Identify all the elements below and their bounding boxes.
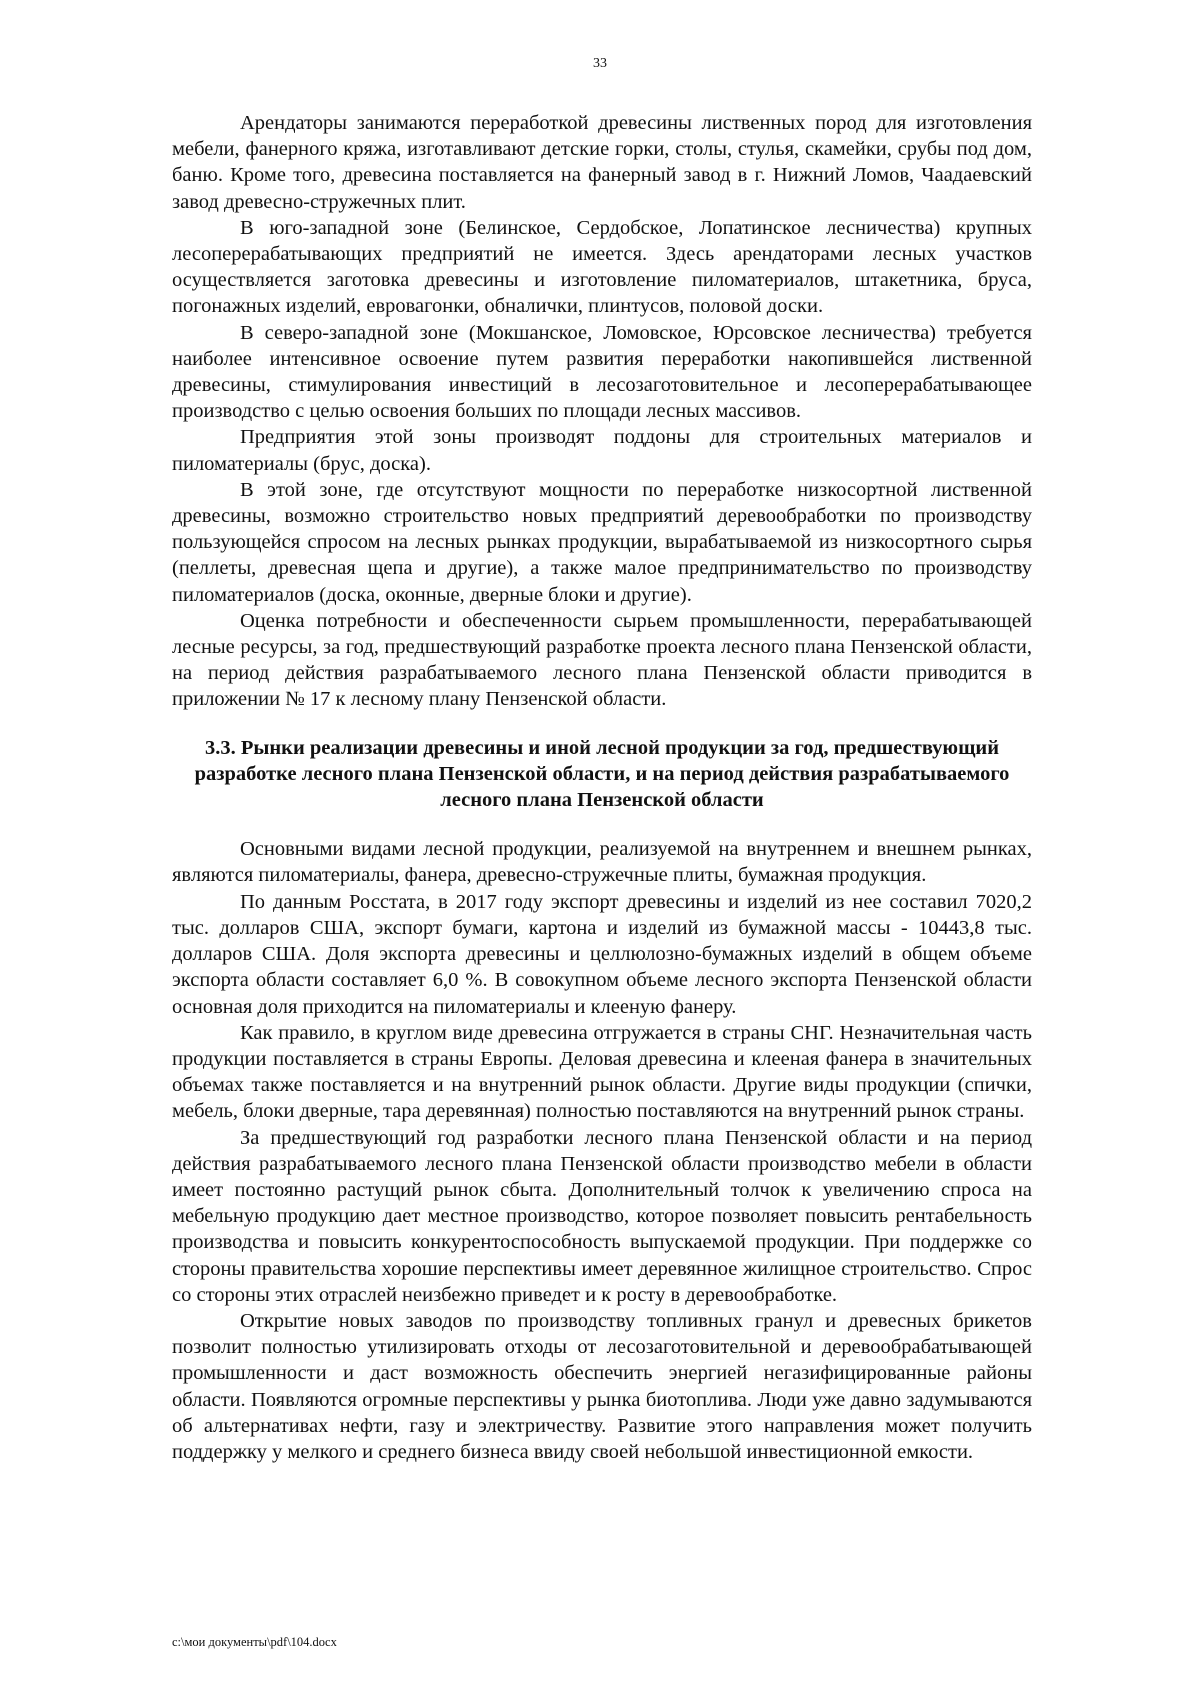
paragraph: Предприятия этой зоны производят поддоны для строительных материалов и пиломатериалы (брус, доска).: [172, 426, 1032, 475]
paragraph: Оценка потребности и обеспеченности сырьем промышленности, перерабатывающей лесные ресурсы, за год, предшествующий разработке проекта лесного плана Пензенской области, на период действия разрабатываемого лесного плана Пензенской области приводится в приложении № 17 к лесному плану Пензенской области.: [172, 609, 1032, 711]
document-body: [172, 110, 1032, 1465]
paragraph: За предшествующий год разработки лесного плана Пензенской области и на период действия разрабатываемого лесного плана Пензенской области производство мебели в области имеет постоянно растущий рынок сбыта. Дополнительный толчок к увеличению спроса на мебельную продукцию дает местное производство, которое позволяет повысить рентабельность производства и повысить конкурентоспособность выпускаемой продукции. При поддержке со стороны правительства хорошие перспективы имеет деревянное жилищное строительство. Спрос со стороны этих отраслей неизбежно приведет и к росту в деревообработке.: [172, 1126, 1032, 1306]
paragraph: Открытие новых заводов по производству топливных гранул и древесных брикетов позволит полностью утилизировать отходы от лесозаготовительной и деревообрабатывающей промышленности и даст возможность обеспечить энергией негазифицированные районы области. Появляются огромные перспективы у рынка биотоплива. Люди уже давно задумываются об альтернативах нефти, газу и электричеству. Развитие этого направления может получить поддержку у мелкого и среднего бизнеса ввиду своей небольшой инвестиционной емкости.: [172, 1309, 1032, 1463]
paragraph: В северо-западной зоне (Мокшанское, Ломовское, Юрсовское лесничества) требуется наиболее интенсивное освоение путем развития переработки накопившейся лиственной древесины, стимулирования инвестиций в лесозаготовительное и лесоперерабатывающее производство с целью освоения больших по площади лесных массивов.: [172, 321, 1032, 423]
paragraph: По данным Росстата, в 2017 году экспорт древесины и изделий из нее составил 7020,2 тыс. долларов США, экспорт бумаги, картона и изделий из бумажной массы - 10443,8 тыс. долларов США. Доля экспорта древесины и целлюлозно-бумажных изделий в общем объеме экспорта области составляет 6,0 %. В совокупном объеме лесного экспорта Пензенской области основная доля приходится на пиломатериалы и клееную фанеру.: [172, 890, 1032, 1018]
footer-file-path: c:\мои документы\pdf\104.docx: [172, 1635, 337, 1649]
paragraph: В юго-западной зоне (Белинское, Сердобское, Лопатинское лесничества) крупных лесоперерабатывающих предприятий не имеется. Здесь арендаторами лесных участков осуществляется заготовка древесины и изготовление пиломатериалов, штакетника, бруса, погонажных изделий, евровагонки, обналички, плинтусов, половой доски.: [172, 216, 1032, 318]
paragraph: В этой зоне, где отсутствуют мощности по переработке низкосортной лиственной древесины, возможно строительство новых предприятий деревообработки по производству пользующейся спросом на лесных рынках продукции, вырабатываемой из низкосортного сырья (пеллеты, древесная щепа и другие), а также малое предпринимательство по производству пиломатериалов (доска, оконные, дверные блоки и другие).: [172, 478, 1032, 606]
paragraph: Основными видами лесной продукции, реализуемой на внутреннем и внешнем рынках, являются пиломатериалы, фанера, древесно-стружечные плиты, бумажная продукция.: [172, 838, 1032, 887]
paragraph: Как правило, в круглом виде древесина отгружается в страны СНГ. Незначительная часть продукции поставляется в страны Европы. Деловая древесина и клееная фанера в значительных объемах также поставляется и на внутренний рынок области. Другие виды продукции (спички, мебель, блоки дверные, тара деревянная) полностью поставляются на внутренний рынок страны.: [172, 1021, 1032, 1123]
paragraph: Арендаторы занимаются переработкой древесины лиственных пород для изготовления мебели, фанерного кряжа, изготавливают детские горки, столы, стулья, скамейки, срубы под дом, баню. Кроме того, древесина поставляется на фанерный завод в г. Нижний Ломов, Чаадаевский завод древесно-стружечных плит.: [172, 112, 1032, 213]
section-heading: 3.3. Рынки реализации древесины и иной лесной продукции за год, предшествующий разработке лесного плана Пензенской области, и на период действия разрабатываемого лесного плана Пензенской области: [194, 736, 1010, 812]
page-number: 33: [593, 56, 607, 71]
